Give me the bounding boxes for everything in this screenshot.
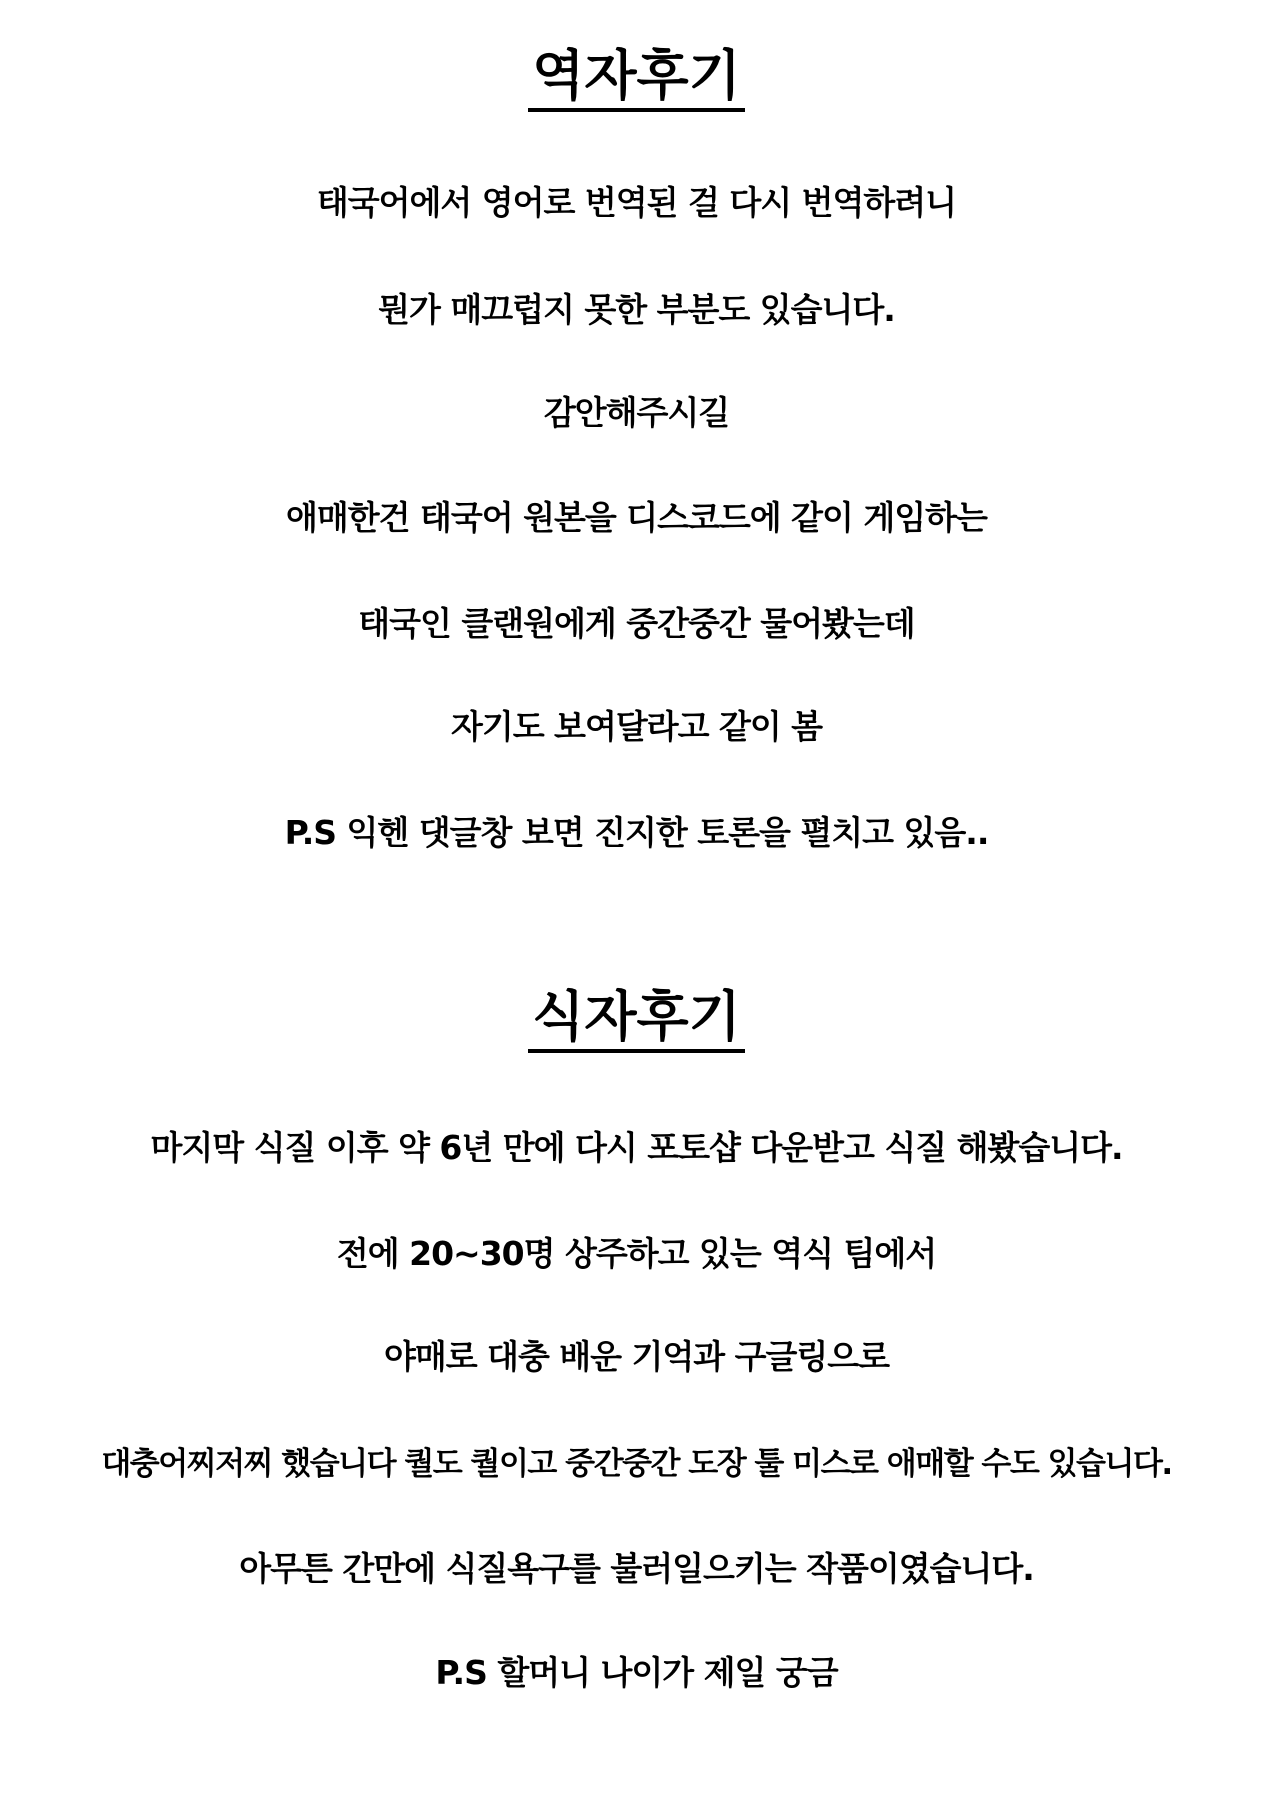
typesetter-note-title [0, 985, 1273, 1053]
translator-note-line-3: 감안해주시길 [543, 393, 730, 432]
typesetter-note-line-3: 야매로 대충 배운 기억과 구글링으로 [383, 1337, 890, 1376]
translator-note-line-4: 애매한건 태국어 원본을 디스코드에 같이 게임하는 [286, 498, 987, 537]
typesetter-note-line-1: 마지막 식질 이후 약 6년 만에 다시 포토샵 다운받고 식질 해봤습니다. [150, 1128, 1123, 1167]
translator-note-line-6: 자기도 보여달라고 같이 봄 [450, 707, 823, 746]
translator-note-line-7: P.S 익헨 댓글창 보면 진지한 토론을 펼치고 있음.. [284, 813, 989, 852]
translator-note-title [0, 44, 1273, 112]
typesetter-note-line-4: 대충어찌저찌 했습니다 퀄도 퀄이고 중간중간 도장 툴 미스로 애매할 수도 있습니다. [101, 1446, 1172, 1482]
typesetter-note-line-6: P.S 할머니 나이가 제일 궁금 [435, 1653, 838, 1692]
typesetter-note-line-2: 전에 20~30명 상주하고 있는 역식 팀에서 [336, 1234, 937, 1273]
typesetter-note-title-text: 식자후기 [528, 989, 745, 1053]
translator-note-line-5: 태국인 클랜원에게 중간중간 물어봤는데 [358, 604, 915, 643]
typesetter-note-line-5: 아무튼 간만에 식질욕구를 불러일으키는 작품이였습니다. [239, 1549, 1034, 1588]
translator-note-title-text: 역자후기 [528, 48, 745, 112]
translator-note-line-2: 뭔가 매끄럽지 못한 부분도 있습니다. [378, 290, 895, 329]
translator-note-line-1: 태국어에서 영어로 번역된 걸 다시 번역하려니 [316, 183, 957, 222]
